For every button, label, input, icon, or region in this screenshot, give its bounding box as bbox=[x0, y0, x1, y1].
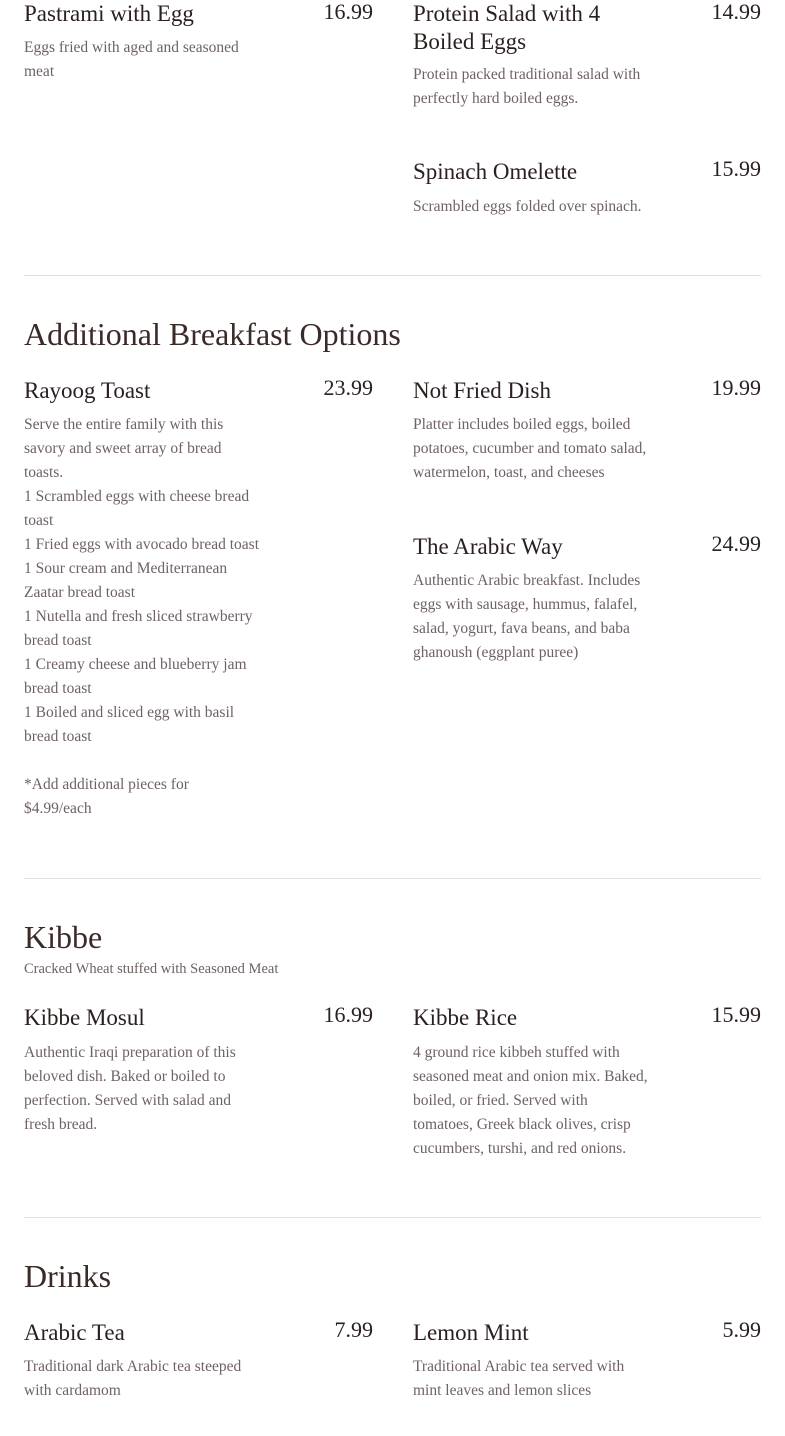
item-name: Not Fried Dish bbox=[413, 378, 551, 403]
item-name: Kibbe Rice bbox=[413, 1005, 518, 1030]
item-name: Protein Salad with 4 Boiled Eggs bbox=[413, 1, 601, 54]
item-description: Scrambled eggs folded over spinach. bbox=[413, 198, 642, 215]
item-name: Rayoog Toast bbox=[24, 378, 151, 403]
section-divider bbox=[24, 275, 761, 276]
item-price: 16.99 bbox=[323, 1002, 373, 1027]
item-name: Kibbe Mosul bbox=[24, 1005, 145, 1030]
item-description: Authentic Iraqi preparation of this beloved dish. Baked or boiled to perfection. Served with salad and fresh bread. bbox=[24, 1044, 236, 1133]
item-name: Spinach Omelette bbox=[413, 159, 578, 184]
section-title-additional-breakfast: Additional Breakfast Options bbox=[24, 316, 401, 352]
item-description: Traditional Arabic tea served with mint leaves and lemon slices bbox=[413, 1358, 625, 1399]
item-price: 14.99 bbox=[711, 0, 761, 24]
item-description: 4 ground rice kibbeh stuffed with seasoned meat and onion mix. Baked, boiled, or fried. Served with tomatoes, Greek black olives, crisp cucumbers, turshi, and red onions. bbox=[413, 1044, 648, 1157]
item-description: Protein packed traditional salad with perfectly hard boiled eggs. bbox=[413, 66, 641, 107]
item-price: 7.99 bbox=[334, 1317, 373, 1342]
section-divider bbox=[24, 1217, 761, 1218]
item-price: 15.99 bbox=[711, 1002, 761, 1027]
item-price: 24.99 bbox=[711, 531, 761, 556]
item-name: Lemon Mint bbox=[413, 1320, 529, 1345]
item-price: 23.99 bbox=[323, 375, 373, 400]
item-name: Pastrami with Egg bbox=[24, 1, 194, 26]
item-description: Authentic Arabic breakfast. Includes eggs with sausage, hummus, falafel, salad, yogurt, fava beans, and baba ghanoush (eggplant puree) bbox=[413, 572, 641, 661]
item-description: Traditional dark Arabic tea steeped with cardamom bbox=[24, 1358, 242, 1399]
item-price: 19.99 bbox=[711, 375, 761, 400]
section-title-kibbe: Kibbe bbox=[24, 919, 103, 955]
item-description: Eggs fried with aged and seasoned meat bbox=[24, 39, 239, 80]
section-title-drinks: Drinks bbox=[24, 1258, 112, 1294]
section-divider bbox=[24, 878, 761, 879]
item-note: *Add additional pieces for $4.99/each bbox=[24, 776, 189, 817]
item-name: Arabic Tea bbox=[24, 1320, 125, 1345]
item-price: 16.99 bbox=[323, 0, 373, 24]
section-subtitle-kibbe: Cracked Wheat stuffed with Seasoned Meat bbox=[24, 961, 279, 977]
item-name: The Arabic Way bbox=[413, 534, 563, 559]
item-description: Platter includes boiled eggs, boiled potatoes, cucumber and tomato salad, watermelon, toast, and cheeses bbox=[413, 416, 647, 481]
item-price: 5.99 bbox=[722, 1317, 761, 1342]
item-description: Serve the entire family with this savory and sweet array of bread toasts. 1 Scrambled eggs with cheese bread toast 1 Fried eggs with avocado bread toast 1 Sour cream and Mediterranean Zaatar bread toast 1 Nutella and fresh sliced strawberry bread toast 1 Creamy cheese and blueberry jam bread toast 1 Boiled and sliced egg with basil bread toast bbox=[24, 416, 260, 745]
item-price: 15.99 bbox=[711, 156, 761, 181]
